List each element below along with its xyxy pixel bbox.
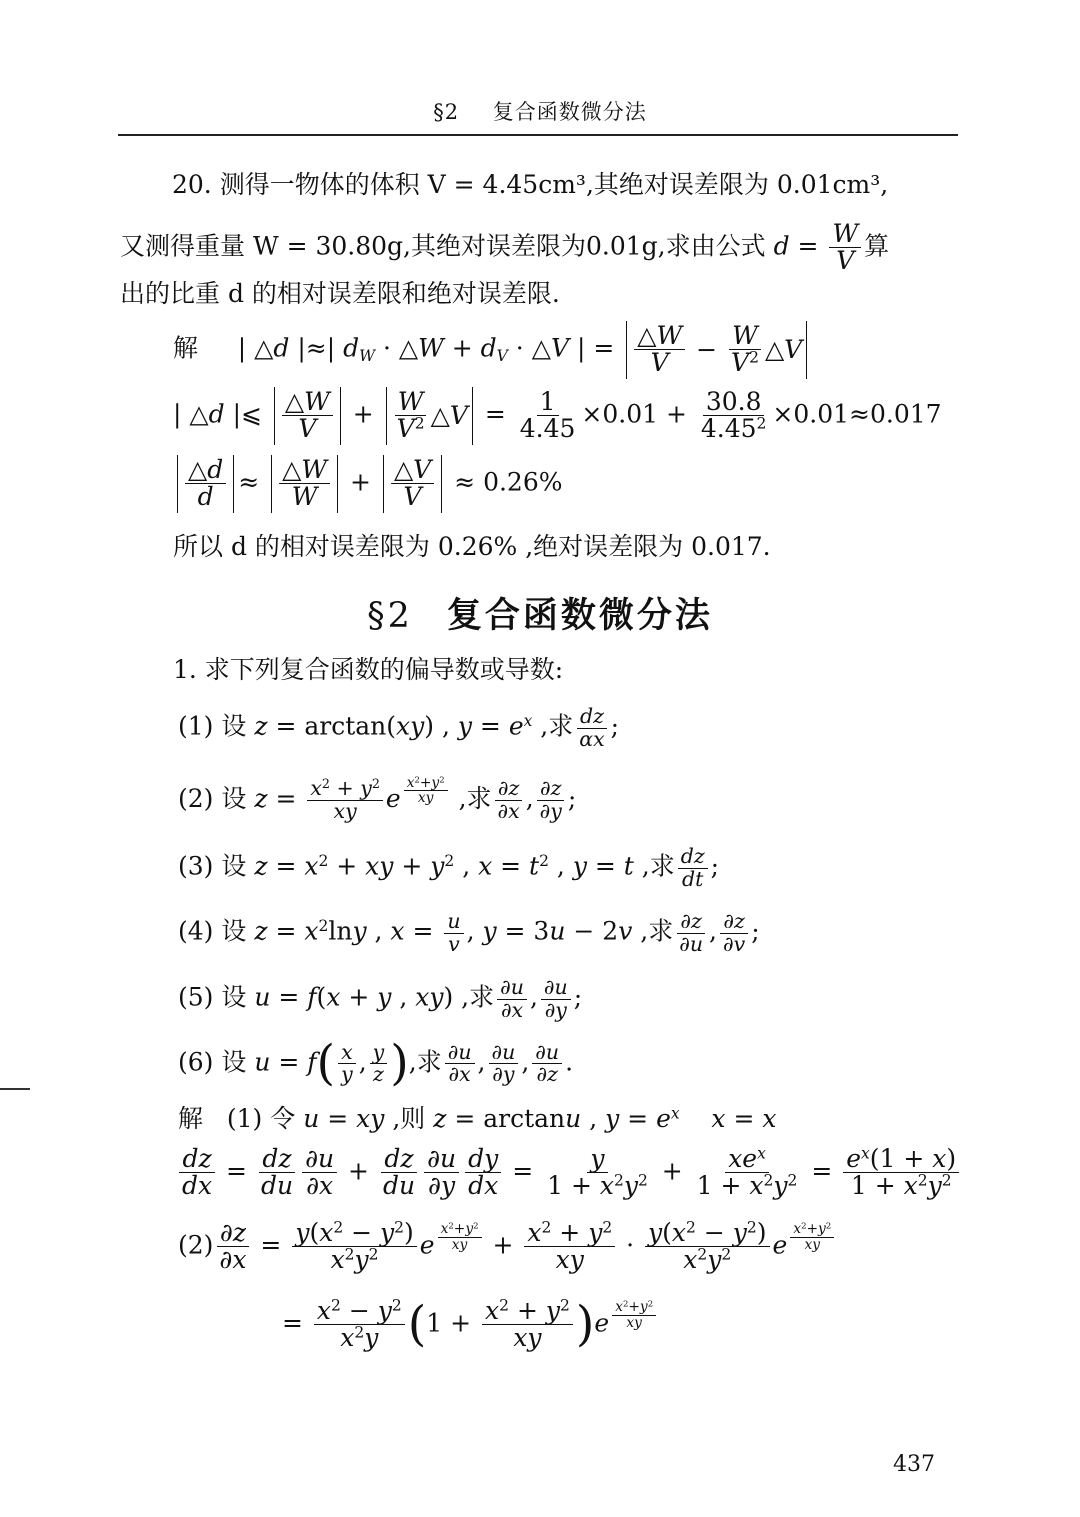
problem-20-line-2-tail: 算: [864, 231, 890, 261]
solution-2-line-2: = $\frac{x^2 - y^2}{x^2y}$ (1 + $\frac{x^2 + y^2}{xy}$ )e $\frac{x^2+y^2}{xy}$: [282, 1298, 659, 1352]
problem-20-line-1: 20. 测得一物体的体积 V = 4.45cm³,其绝对误差限为 0.01cm³,: [172, 170, 889, 199]
page-number: 437: [893, 1452, 935, 1477]
solution-2-line-1: (2) $\frac{\partial z}{\partial x}$ = $\frac{y(x^2 - y^2)}{x^2y^2}$ e $\frac{x^2+y^2}{xy}$ + $\frac{x^2 + y^2}{xy}$ · $\frac{y(x^2 - y^2)}{x^2y^2}$ e $\frac{x^2+y^2}{xy}$: [178, 1220, 837, 1274]
exercise-1-item-3: (3) 设 $z = x^2$ + xy + $y^2$ , $x = t^2$ , y = t ,求 $\frac{dz}{dt}$ ;: [178, 844, 720, 891]
running-header-section-number: §2: [433, 100, 460, 124]
exercise-1-intro: 1. 求下列复合函数的偏导数或导数:: [173, 655, 564, 684]
problem-20-line-2: 又测得重量 W = 30.80g,其绝对误差限为0.01g,求由公式 d = $\frac{W}{V}$ 算: [120, 219, 890, 276]
solution-20-equation-1: 解 | △d |≈| dW · △W + dV · △V | = △W V − W $V^2$ △ V: [173, 321, 811, 379]
running-header-title: 复合函数微分法: [492, 100, 647, 124]
section-heading-title: 复合函数微分法: [446, 596, 713, 636]
solution-20-label: 解: [173, 333, 199, 363]
formula-density: $\frac{W}{V}$: [829, 221, 861, 275]
exercise-1-item-5: (5) 设 u = f(x + y , xy) ,求 $\frac{\partial u}{\partial x}$ , $\frac{\partial u}{\partial y}$ ;: [178, 975, 583, 1022]
solution-20-conclusion: 所以 d 的相对误差限为 0.26% ,绝对误差限为 0.017.: [173, 532, 771, 561]
solution-20-equation-3: △d d ≈ △W W + △V V ≈ 0.26%: [173, 455, 563, 513]
problem-20-line-2-text: 又测得重量 W = 30.80g,其绝对误差限为0.01g,求由公式: [120, 231, 766, 261]
problem-20-line-3: 出的比重 d 的相对误差限和绝对误差限.: [120, 279, 560, 308]
exercise-1-item-6: (6) 设 u = f( $\frac{x}{y}$ , $\frac{y}{z}$ ),求 $\frac{\partial u}{\partial x}$ , $\frac{\partial u}{\partial y}$ , $\frac{\partial u}{\partial z}$ .: [178, 1036, 574, 1091]
section-heading-number: §2: [367, 596, 413, 636]
running-header: [0, 96, 1080, 126]
header-rule: [118, 134, 958, 136]
exercise-1-item-2: (2) 设 z = $\frac{x^2 + y^2}{xy}$ e $\frac{x^2+y^2}{xy}$ ,求 $\frac{\partial z}{\partial x}$ , $\frac{\partial z}{\partial y}$ ;: [178, 775, 577, 823]
exercise-1-item-1: (1) 设 z = arctan(xy) , $y = e^x$ ,求 $\frac{dz}{\alpha x}$ ;: [178, 704, 620, 751]
section-heading: [0, 588, 1080, 638]
solution-20-equation-2: | △d |⩽ △W V + W $V^2$ △ V = $\frac{1}{4.45}$ ×0.01 + $\frac{30.8}{4.45^2}$ ×0.01≈0.017: [173, 387, 942, 444]
exercise-1-item-4: (4) 设 $z = x^2\ln y$ , x = $\frac{u}{v}$ , y = 3u − 2v ,求 $\frac{\partial z}{\partial u}$ , $\frac{\partial z}{\partial v}$ ;: [178, 909, 760, 956]
solution-1-label: 解: [178, 1104, 204, 1133]
margin-mark: [0, 1088, 30, 1090]
solution-1-chain-rule: $\frac{dz}{dx}$ = $\frac{dz}{du}$ $\frac{\partial u}{\partial x}$ + $\frac{dz}{du}$ $\frac{\partial u}{\partial y}$ $\frac{dy}{dx}$ = $\frac{y}{1 + x^2y^2}$ + $xe^x$ $1 + x^2y^2$ = $\frac{e^x(1 + x)}{1 + x^2y^2}$: [176, 1146, 962, 1200]
solution-1-intro: 解 (1) 令 u = xy ,则 z = arctanu , $y = e^x$ x = x: [178, 1104, 777, 1133]
